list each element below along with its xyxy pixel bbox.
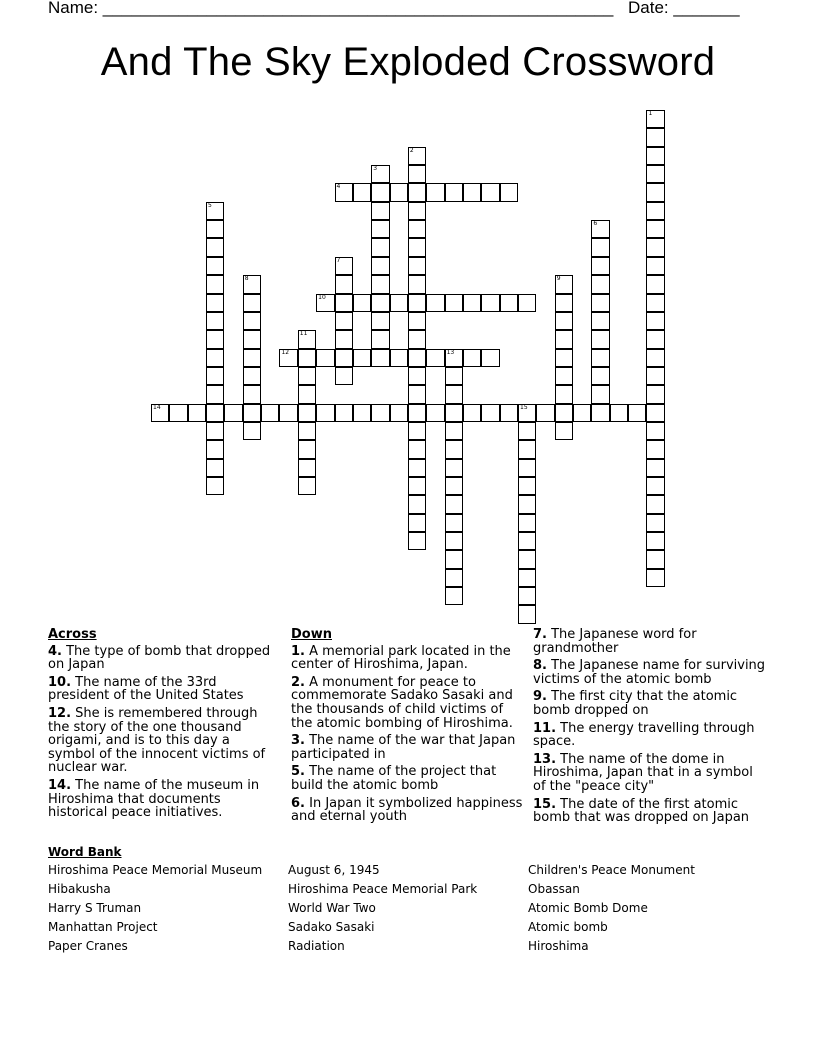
clue-number: 11. [533,720,557,736]
crossword-cell[interactable] [591,367,609,385]
crossword-cell[interactable] [518,532,536,550]
crossword-cell[interactable] [206,367,224,385]
crossword-cell[interactable] [518,605,536,623]
crossword-cell[interactable] [408,459,426,477]
crossword-cell[interactable] [646,312,664,330]
crossword-cell[interactable] [206,477,224,495]
crossword-cell[interactable] [646,257,664,275]
crossword-cell[interactable] [408,367,426,385]
clue-number: 11 [299,330,308,338]
crossword-cell[interactable] [646,220,664,238]
crossword-cell[interactable] [408,147,426,165]
crossword-cell[interactable] [646,422,664,440]
clue [291,676,523,730]
crossword-cell[interactable] [353,294,371,312]
crossword-cell[interactable] [371,349,389,367]
crossword-cell[interactable] [408,238,426,256]
clue-number: 14. [48,777,72,793]
clue-text: The name of the museum in Hiroshima that documents historical peace initiatives. [48,777,260,821]
crossword-cell[interactable] [261,404,279,422]
clue-number: 7 [336,256,341,264]
clue-number: 6. [291,795,305,811]
clue-text: The first city that the atomic bomb dropped on [533,689,738,718]
clue-number: 15. [533,796,557,812]
crossword-cell[interactable] [445,440,463,458]
page-title: And The Sky Exploded Crossword [100,40,716,84]
clue-text: The name of the project that build the atomic bomb [291,764,497,793]
crossword-cell[interactable] [445,294,463,312]
clue [48,676,280,703]
crossword-cell[interactable] [408,495,426,513]
crossword-cell[interactable] [591,238,609,256]
crossword-cell[interactable] [481,294,499,312]
crossword-cell[interactable] [298,459,316,477]
crossword-cell[interactable] [518,459,536,477]
crossword-cell[interactable] [481,183,499,201]
crossword-cell[interactable] [646,477,664,495]
crossword-cell[interactable] [298,349,316,367]
crossword-cell[interactable] [243,422,261,440]
word-bank-item: Hiroshima Peace Memorial Museum [48,863,263,877]
crossword-cell[interactable] [518,404,536,422]
clue-text: A monument for peace to commemorate Sadako Sasaki and the thousands of child victims of the atomic bombing of Hiroshima. [291,674,513,731]
crossword-cell[interactable] [371,312,389,330]
crossword-cell[interactable] [445,587,463,605]
word-bank-item: Atomic Bomb Dome [528,901,648,915]
clue-number: 7. [533,627,547,642]
crossword-cell[interactable] [206,257,224,275]
crossword-cell[interactable] [445,367,463,385]
clue-text: The name of the war that Japan participated in [291,733,516,762]
crossword-cell[interactable] [500,404,518,422]
clue-text: The Japanese word for grandmother [533,627,697,656]
down-clues-continued [533,628,769,829]
crossword-cell[interactable] [646,514,664,532]
clue [533,628,769,655]
crossword-cell[interactable] [371,404,389,422]
crossword-cell[interactable] [408,220,426,238]
crossword-cell[interactable] [628,404,646,422]
crossword-cell[interactable] [390,349,408,367]
clue [48,645,280,672]
crossword-cell[interactable] [646,238,664,256]
clue-number: 15 [520,403,528,411]
word-bank-item: Hiroshima [528,939,589,953]
clue-text: The name of the 33rd president of the United States [48,674,244,704]
crossword-cell[interactable] [591,330,609,348]
crossword-cell[interactable] [463,183,481,201]
clue-text: The Japanese name for surviving victims of the atomic bomb [533,658,766,687]
word-bank-item: Manhattan Project [48,920,158,934]
word-bank-item: Atomic bomb [528,920,608,934]
crossword-cell[interactable] [445,495,463,513]
crossword-cell[interactable] [206,202,224,220]
across-clues [48,628,280,824]
crossword-cell[interactable] [408,422,426,440]
crossword-cell[interactable] [518,587,536,605]
clue-number: 9. [533,689,547,705]
word-bank-heading: Word Bank [48,845,122,859]
crossword-cell[interactable] [390,294,408,312]
clue-number: 13 [446,348,455,356]
crossword-cell[interactable] [646,459,664,477]
word-bank-item: August 6, 1945 [288,863,380,877]
crossword-cell[interactable] [371,275,389,293]
crossword-cell[interactable] [316,294,334,312]
crossword-cell[interactable] [206,385,224,403]
crossword-cell[interactable] [518,495,536,513]
crossword-cell[interactable] [206,220,224,238]
crossword-cell[interactable] [646,275,664,293]
crossword-cell[interactable] [298,385,316,403]
clue-text: She is remembered through the story of the one thousand origami, and is to this day a symbol of the innocent victims of nuclear war. [48,705,266,776]
word-bank-item: Children's Peace Monument [528,863,695,877]
crossword-cell[interactable] [646,202,664,220]
clue-number: 1. [291,643,305,659]
clue-number: 9 [556,275,561,283]
crossword-cell[interactable] [408,514,426,532]
crossword-cell[interactable] [591,312,609,330]
crossword-cell[interactable] [591,220,609,238]
crossword-cell[interactable] [591,349,609,367]
crossword-cell[interactable] [646,165,664,183]
clue-number: 10 [318,293,326,301]
crossword-cell[interactable] [445,349,463,367]
clue-number: 4. [48,643,62,659]
clue [533,798,769,825]
crossword-cell[interactable] [206,330,224,348]
crossword-cell[interactable] [353,349,371,367]
crossword-cell[interactable] [591,275,609,293]
crossword-cell[interactable] [151,404,169,422]
crossword-cell[interactable] [646,532,664,550]
word-bank-item: Harry S Truman [48,901,142,915]
crossword-cell[interactable] [555,367,573,385]
clue-text: The date of the first atomic bomb that was dropped on Japan [533,796,750,826]
crossword-cell[interactable] [316,349,334,367]
crossword-cell[interactable] [646,349,664,367]
crossword-cell[interactable] [169,404,187,422]
word-bank-item: Obassan [528,882,580,896]
crossword-cell[interactable] [206,312,224,330]
crossword-cell[interactable] [646,110,664,128]
crossword-cell[interactable] [408,477,426,495]
word-bank-item: Hiroshima Peace Memorial Park [288,882,478,896]
clue-text: A memorial park located in the center of Hiroshima, Japan. [291,643,511,673]
clue-number: 2 [409,146,414,154]
crossword-cell[interactable] [243,385,261,403]
down-clues [291,628,523,828]
clue-number: 3 [373,165,378,173]
clue-number: 12. [48,705,72,721]
crossword-cell[interactable] [206,349,224,367]
crossword-cell[interactable] [243,367,261,385]
crossword-cell[interactable] [298,367,316,385]
crossword-cell[interactable] [408,385,426,403]
crossword-cell[interactable] [610,404,628,422]
crossword-cell[interactable] [335,312,353,330]
crossword-cell[interactable] [206,459,224,477]
crossword-cell[interactable] [371,202,389,220]
crossword-cell[interactable] [646,367,664,385]
crossword-cell[interactable] [646,550,664,568]
crossword-cell[interactable] [298,330,316,348]
crossword-cell[interactable] [335,404,353,422]
crossword-cell[interactable] [408,165,426,183]
crossword-cell[interactable] [408,294,426,312]
clue-text: The energy travelling through space. [533,720,755,750]
crossword-cell[interactable] [206,294,224,312]
crossword-cell[interactable] [279,349,297,367]
word-bank-item: Paper Cranes [48,939,128,953]
crossword-cell[interactable] [518,422,536,440]
clue-number: 14 [153,403,161,411]
crossword-cell[interactable] [371,238,389,256]
crossword-cell[interactable] [463,294,481,312]
crossword-cell[interactable] [335,349,353,367]
crossword-cell[interactable] [555,404,573,422]
crossword-cell[interactable] [188,404,206,422]
clue [48,779,280,820]
word-bank-item: Hibakusha [48,882,111,896]
crossword-cell[interactable] [298,404,316,422]
crossword-cell[interactable] [408,312,426,330]
crossword-cell[interactable] [518,294,536,312]
crossword-cell[interactable] [335,294,353,312]
crossword-cell[interactable] [243,294,261,312]
crossword-cell[interactable] [206,404,224,422]
crossword-cell[interactable] [408,257,426,275]
crossword-cell[interactable] [646,330,664,348]
crossword-cell[interactable] [335,367,353,385]
clue [291,734,523,761]
clue-text: In Japan it symbolized happiness and eternal youth [291,795,523,825]
crossword-cell[interactable] [646,495,664,513]
crossword-cell[interactable] [243,275,261,293]
word-bank-item: World War Two [288,901,376,915]
down-heading: Down [291,627,332,642]
crossword-cell[interactable] [335,275,353,293]
date-field[interactable]: Date: _______ [628,0,740,17]
crossword-cell[interactable] [518,440,536,458]
crossword-cell[interactable] [224,404,242,422]
crossword-cell[interactable] [518,569,536,587]
crossword-cell[interactable] [591,385,609,403]
crossword-cell[interactable] [408,202,426,220]
word-bank-item: Sadako Sasaki [288,920,375,934]
crossword-cell[interactable] [646,385,664,403]
crossword-cell[interactable] [408,532,426,550]
clue-number: 2. [291,674,305,690]
crossword-cell[interactable] [408,404,426,422]
crossword-cell[interactable] [646,147,664,165]
crossword-cell[interactable] [518,550,536,568]
crossword-cell[interactable] [243,312,261,330]
crossword-cell[interactable] [426,349,444,367]
crossword-cell[interactable] [555,349,573,367]
crossword-cell[interactable] [206,238,224,256]
crossword-cell[interactable] [445,385,463,403]
crossword-cell[interactable] [500,294,518,312]
crossword-cell[interactable] [555,312,573,330]
crossword-cell[interactable] [371,257,389,275]
clue [291,645,523,672]
clue [533,659,769,686]
crossword-cell[interactable] [555,422,573,440]
crossword-cell[interactable] [408,440,426,458]
crossword-cell[interactable] [408,275,426,293]
crossword-cell[interactable] [316,404,334,422]
clue [533,753,769,794]
crossword-cell[interactable] [591,404,609,422]
crossword-cell[interactable] [555,294,573,312]
crossword-cell[interactable] [463,404,481,422]
clue [291,797,523,824]
crossword-cell[interactable] [243,349,261,367]
crossword-cell[interactable] [206,275,224,293]
crossword-cell[interactable] [646,404,664,422]
crossword-cell[interactable] [298,422,316,440]
word-bank-item: Radiation [288,939,345,953]
crossword-cell[interactable] [371,294,389,312]
crossword-cell[interactable] [353,404,371,422]
crossword-cell[interactable] [279,404,297,422]
crossword-cell[interactable] [390,404,408,422]
crossword-cell[interactable] [408,330,426,348]
crossword-cell[interactable] [646,294,664,312]
crossword-cell[interactable] [408,183,426,201]
crossword-cell[interactable] [298,477,316,495]
crossword-cell[interactable] [353,183,371,201]
clue [48,707,280,775]
crossword-cell[interactable] [445,404,463,422]
clue-number: 8. [533,658,547,674]
crossword-cell[interactable] [445,422,463,440]
crossword-cell[interactable] [646,569,664,587]
clue-number: 8 [244,275,249,283]
crossword-cell[interactable] [536,404,554,422]
crossword-cell[interactable] [335,257,353,275]
clue-text: The name of the dome in Hiroshima, Japan that in a symbol of the "peace city" [533,751,753,794]
crossword-cell[interactable] [408,349,426,367]
crossword-cell[interactable] [243,330,261,348]
crossword-cell[interactable] [426,404,444,422]
crossword-cell[interactable] [555,275,573,293]
clue-number: 5. [291,764,305,780]
across-heading: Across [48,627,97,642]
crossword-cell[interactable] [445,532,463,550]
crossword-cell[interactable] [518,514,536,532]
crossword-cell[interactable] [591,294,609,312]
clue-number: 12 [281,348,290,356]
crossword-cell[interactable] [426,183,444,201]
crossword-cell[interactable] [206,422,224,440]
crossword-cell[interactable] [243,404,261,422]
crossword-cell[interactable] [646,128,664,146]
clue [291,765,523,792]
crossword-cell[interactable] [206,440,224,458]
clue-number: 3. [291,733,305,749]
crossword-cell[interactable] [371,330,389,348]
crossword-cell[interactable] [371,183,389,201]
crossword-cell[interactable] [335,330,353,348]
crossword-cell[interactable] [445,550,463,568]
crossword-cell[interactable] [298,440,316,458]
clue-number: 13. [533,751,557,767]
crossword-cell[interactable] [591,257,609,275]
clue-number: 6 [593,220,598,228]
crossword-cell[interactable] [445,569,463,587]
crossword-cell[interactable] [371,165,389,183]
crossword-cell[interactable] [555,330,573,348]
crossword-cell[interactable] [481,404,499,422]
crossword-cell[interactable] [426,294,444,312]
crossword-cell[interactable] [371,220,389,238]
crossword-cell[interactable] [445,459,463,477]
crossword-cell[interactable] [335,183,353,201]
clue-number: 5 [208,201,212,209]
crossword-cell[interactable] [390,183,408,201]
clue-text: The type of bomb that dropped on Japan [48,643,271,673]
crossword-cell[interactable] [445,514,463,532]
crossword-cell[interactable] [555,385,573,403]
clue-number: 1 [648,110,653,117]
crossword-cell[interactable] [646,440,664,458]
clue [533,690,769,717]
crossword-cell[interactable] [646,183,664,201]
crossword-cell[interactable] [445,477,463,495]
crossword-cell[interactable] [518,477,536,495]
clue-number: 4 [336,183,341,191]
clue-number: 10. [48,674,72,690]
crossword-cell[interactable] [500,183,518,201]
crossword-cell[interactable] [573,404,591,422]
clue [533,722,769,749]
name-field[interactable]: Name: ______________________________________________________ [48,0,614,17]
crossword-cell[interactable] [481,349,499,367]
crossword-cell[interactable] [445,183,463,201]
crossword-cell[interactable] [463,349,481,367]
